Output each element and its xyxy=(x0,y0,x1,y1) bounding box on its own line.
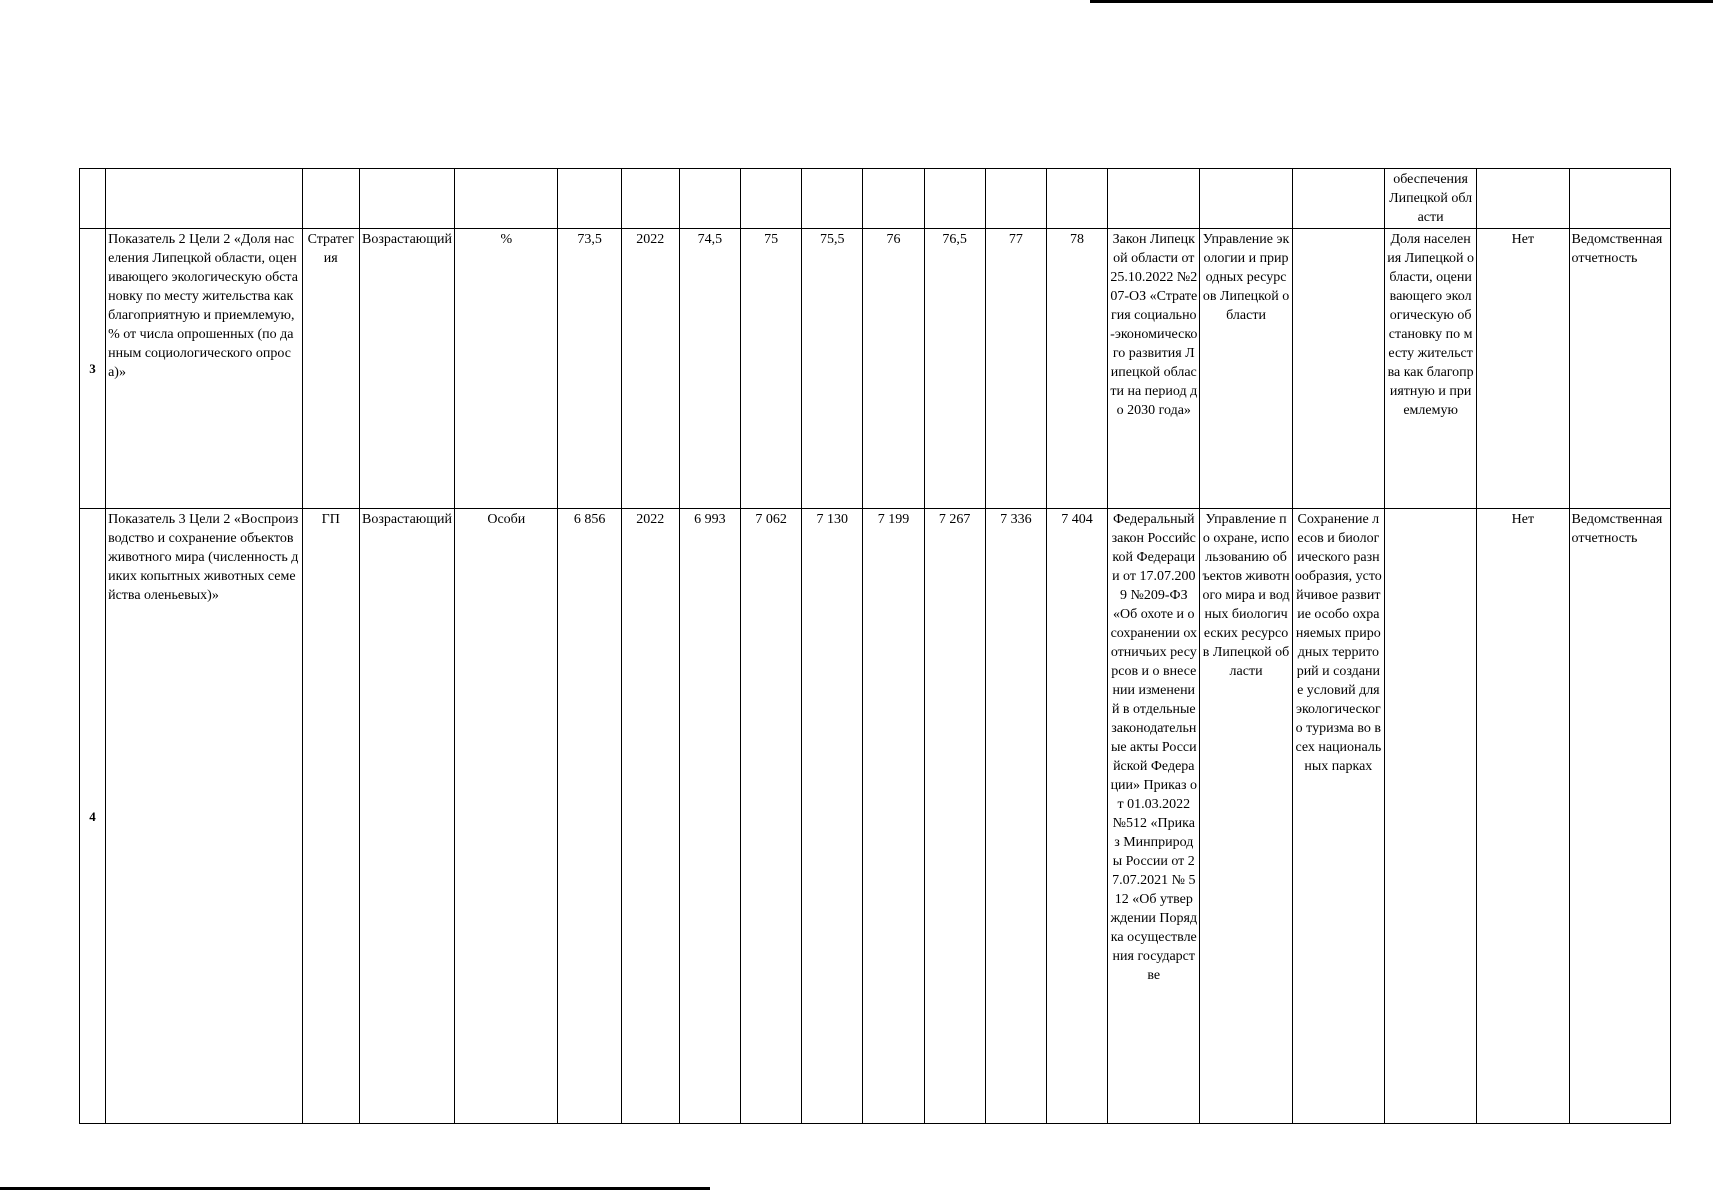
indicators-table xyxy=(79,168,1671,1124)
value-cell: 7 062 xyxy=(741,509,802,1124)
indicator-trend: Возрастающий xyxy=(359,509,454,1124)
legal-document: Федеральный закон Российской Федерации от 17.07.2009 №209-ФЗ «Об охоте и о сохранении охотничьих ресурсов и о внесении изменений в отдельные законодательные акты Российской Федерации» Приказ от 01.03.2022 №512 «Приказ Минприроды России от 27.07.2021 № 512 «Об утверждении Порядка осуществления государстве xyxy=(1108,509,1200,1124)
info-source: Ведомственная отчетность xyxy=(1569,229,1670,509)
national-goal-link xyxy=(1292,169,1384,229)
value-cell xyxy=(679,169,740,229)
base-value xyxy=(558,169,621,229)
value-cell: 7 404 xyxy=(1046,509,1107,1124)
value-cell: 76,5 xyxy=(924,229,985,509)
indicator-name xyxy=(106,169,303,229)
base-year: 2022 xyxy=(621,509,679,1124)
info-source: Ведомственная отчетность xyxy=(1569,509,1670,1124)
state-program-link: Доля населения Липецкой области, оценивающего экологическую обстановку по месту жительства как благоприятную и приемлемую xyxy=(1384,229,1476,509)
base-year: 2022 xyxy=(621,229,679,509)
analytic-flag: Нет xyxy=(1477,509,1569,1124)
info-source xyxy=(1569,169,1670,229)
value-cell: 76 xyxy=(863,229,924,509)
indicator-level xyxy=(302,169,359,229)
national-goal-link: Сохранение лесов и биологического разнообразия, устойчивое развитие особо охраняемых природных территорий и создание условий для экологического туризма во всех национальных парках xyxy=(1292,509,1384,1124)
row-number: 4 xyxy=(80,509,106,1124)
indicators-table-page xyxy=(79,168,1671,1120)
national-goal-link xyxy=(1292,229,1384,509)
indicator-level: Стратегия xyxy=(302,229,359,509)
scan-top-edge xyxy=(1090,0,1713,3)
indicator-unit: % xyxy=(455,229,558,509)
analytic-flag xyxy=(1477,169,1569,229)
value-cell: 77 xyxy=(985,229,1046,509)
value-cell: 7 336 xyxy=(985,509,1046,1124)
value-cell: 7 199 xyxy=(863,509,924,1124)
table-row xyxy=(80,229,1671,509)
value-cell: 74,5 xyxy=(679,229,740,509)
base-value: 73,5 xyxy=(558,229,621,509)
base-value: 6 856 xyxy=(558,509,621,1124)
value-cell xyxy=(741,169,802,229)
value-cell xyxy=(985,169,1046,229)
value-cell: 6 993 xyxy=(679,509,740,1124)
row-number xyxy=(80,169,106,229)
legal-document: Закон Липецкой области от 25.10.2022 №207-ОЗ «Стратегия социально-экономического развития Липецкой области на период до 2030 года» xyxy=(1108,229,1200,509)
analytic-flag: Нет xyxy=(1477,229,1569,509)
table-row xyxy=(80,169,1671,229)
indicator-unit xyxy=(455,169,558,229)
value-cell xyxy=(1046,169,1107,229)
value-cell: 78 xyxy=(1046,229,1107,509)
row-number: 3 xyxy=(80,229,106,509)
value-cell: 7 267 xyxy=(924,509,985,1124)
table-row xyxy=(80,509,1671,1124)
state-program-link xyxy=(1384,509,1476,1124)
indicator-name: Показатель 3 Цели 2 «Воспроизводство и сохранение объектов животного мира (численность диких копытных животных семейства оленьевых)» xyxy=(106,509,303,1124)
value-cell xyxy=(863,169,924,229)
value-cell: 7 130 xyxy=(802,509,863,1124)
indicator-trend: Возрастающий xyxy=(359,229,454,509)
value-cell: 75,5 xyxy=(802,229,863,509)
scan-bottom-edge xyxy=(0,1187,710,1190)
responsible-body: Управление по охране, использованию объектов животного мира и водных биологических ресурсов Липецкой области xyxy=(1200,509,1292,1124)
indicator-trend xyxy=(359,169,454,229)
indicator-level: ГП xyxy=(302,509,359,1124)
indicator-unit: Особи xyxy=(455,509,558,1124)
value-cell: 75 xyxy=(741,229,802,509)
state-program-link: обеспечения Липецкой области xyxy=(1384,169,1476,229)
base-year xyxy=(621,169,679,229)
responsible-body: Управление экологии и природных ресурсов Липецкой области xyxy=(1200,229,1292,509)
value-cell xyxy=(802,169,863,229)
value-cell xyxy=(924,169,985,229)
responsible-body xyxy=(1200,169,1292,229)
indicator-name: Показатель 2 Цели 2 «Доля населения Липецкой области, оценивающего экологическую обстановку по месту жительства как благоприятную и приемлемую, % от числа опрошенных (по данным социологического опроса)» xyxy=(106,229,303,509)
legal-document xyxy=(1108,169,1200,229)
